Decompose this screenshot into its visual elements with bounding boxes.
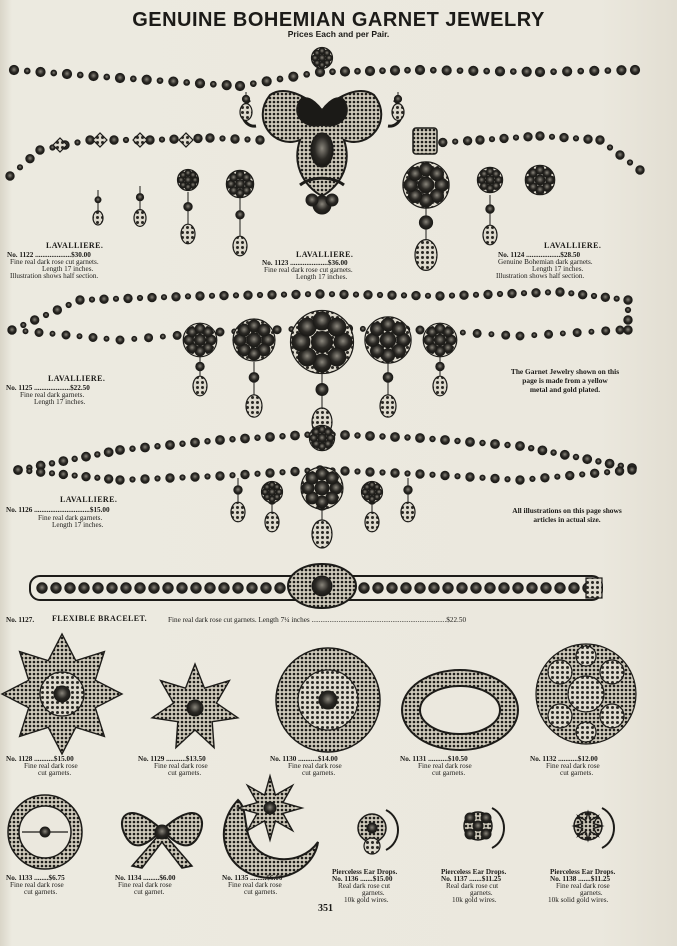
item-description: Fine real dark rose [228,881,282,889]
item-description: cut garnets. [302,769,336,777]
item-description: Fine real dark rose [546,762,600,770]
item-description: garnets. [362,889,385,897]
item-description: Length 17 inches. [532,265,584,273]
item-description: Real dark rose cut [338,882,391,890]
page-number: 351 [318,903,333,914]
item-description: Fine real dark rose [418,762,472,770]
item-description: cut garnets. [38,769,72,777]
item-description: Fine real dark rose cut garnets. [10,258,99,266]
item-description: Fine real dark rose [10,881,64,889]
item-price-line: No. 1132 ...........$12.00 [530,755,598,763]
item-price-line: No. 1123 .....................$36.00 [262,259,348,267]
item-heading: LAVALLIERE. [544,241,602,250]
item-description: Fine real dark rose [118,881,172,889]
item-price-line: No. 1138 .......$11.25 [550,875,611,883]
note-line: The Garnet Jewelry shown on this [510,367,620,376]
item-price-line: No. 1124 ...................$28.50 [498,251,581,259]
item-description: garnets. [470,889,493,897]
item-description: 10k gold wires. [452,896,497,904]
item-description: Illustration shows half section. [496,272,585,280]
item-heading: Pierceless Ear Drops. [550,868,616,876]
item-description: Length 17 inches. [42,265,94,273]
item-price-line: No. 1125 ....................$22.50 [6,384,90,392]
item-description: Fine real dark garnets. [20,391,85,399]
item-description: Genuine Bohemian dark garnets. [498,258,593,266]
item-description: garnets. [580,889,603,897]
item-price-line: No. 1131 ...........$10.50 [400,755,468,763]
item-heading: LAVALLIERE. [46,241,104,250]
item-description: cut garnets. [168,769,202,777]
item-price-line: No. 1136 .......$15.00 [332,875,393,883]
item-description: cut garnets. [432,769,466,777]
item-description: Fine real dark rose [154,762,208,770]
item-description: Fine real dark rose cut garnets. [264,266,353,274]
item-price-line: No. 1129 ...........$13.50 [138,755,206,763]
item-price-line: No. 1133 ........$6.75 [6,874,65,882]
item-price-line: No. 1128 ...........$15.00 [6,755,74,763]
item-heading: LAVALLIERE. [296,250,354,259]
page-title: GENUINE BOHEMIAN GARNET JEWELRY [132,9,545,31]
note-line: All illustrations on this page shows [512,506,622,515]
item-description: cut garnets. [560,769,594,777]
item-description: cut garnet. [134,888,165,896]
item-description: cut garnets. [244,888,278,896]
item-price-line: No. 1122 ....................$30.00 [7,251,91,259]
item-description: Fine real dark rose [24,762,78,770]
item-heading: LAVALLIERE. [48,374,106,383]
page-subtitle: Prices Each and per Pair. [287,29,390,39]
item-price-line: No. 1137 .......$11.25 [441,875,502,883]
item-description: Real dark rose cut [446,882,499,890]
item-price-line: No. 1130 ...........$14.00 [270,755,338,763]
item-description: 10k solid gold wires. [548,896,609,904]
item-description: Fine real dark rose [556,882,610,890]
item-description: cut garnets. [24,888,58,896]
note-line: articles in actual size. [533,515,601,524]
item-description: Illustration shows half section. [10,272,99,280]
item-description: 10k gold wires. [344,896,389,904]
note-line: metal and gold plated. [529,385,601,394]
item-heading: Pierceless Ear Drops. [441,868,507,876]
item-description: Length 17 inches. [52,521,104,529]
item-price-line: No. 1127. [6,616,35,624]
item-description: Fine real dark rose [288,762,342,770]
item-price-line: No. 1135 .........$6.00 [222,874,283,882]
item-price-line: No. 1126 ...............................$15.00 [6,506,110,514]
item-heading: Pierceless Ear Drops. [332,868,398,876]
item-price-line: No. 1134 .........$6.00 [115,874,176,882]
item-heading: FLEXIBLE BRACELET. [52,614,148,623]
item-description: Length 17 inches. [34,398,86,406]
item-description: Length 17 inches. [296,273,348,281]
item-description: Fine real dark garnets. [38,514,103,522]
item-heading: LAVALLIERE. [60,495,118,504]
item-description: Fine real dark rose cut garnets. Length 7¼ inches ...........................................................................$22.50 [168,616,467,624]
note-line: page is made from a yellow [522,376,608,385]
